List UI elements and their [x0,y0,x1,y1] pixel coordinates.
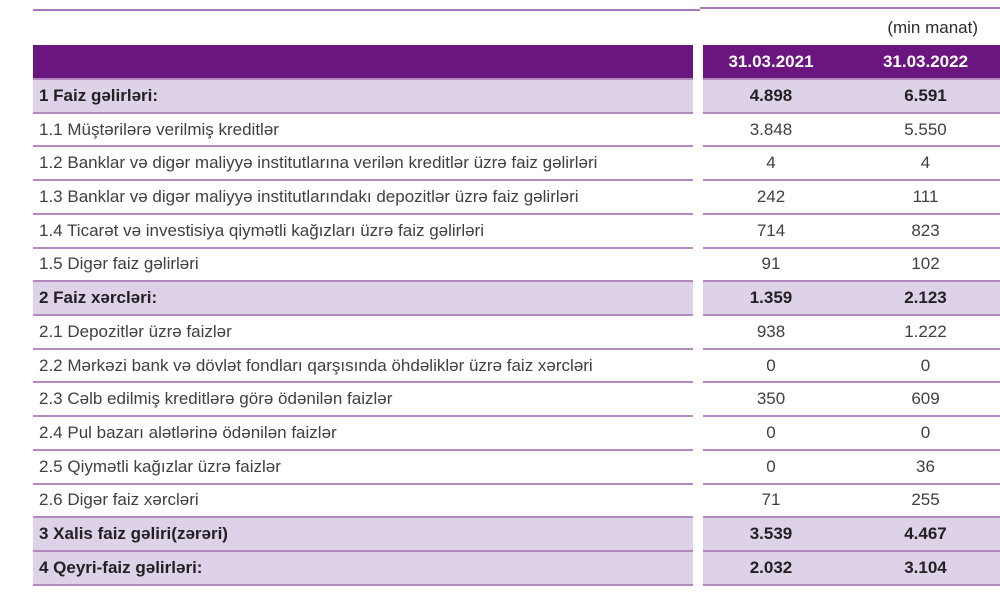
value-2021: 3.848 [703,112,851,146]
value-2022: 0 [851,415,1000,449]
column-separator [693,449,703,483]
table-row [33,415,1000,449]
value-2021: 938 [703,314,851,348]
column-separator [693,247,703,281]
table-row [33,78,1000,112]
value-2021: 0 [703,449,851,483]
value-2021: 2.032 [703,550,851,586]
value-2021: 0 [703,348,851,382]
column-separator [693,348,703,382]
value-2021: 4.898 [703,78,851,112]
column-separator [693,145,703,179]
row-label: 2.1 Depozitlər üzrə faizlər [33,314,693,348]
value-2021: 4 [703,145,851,179]
column-separator [693,179,703,213]
column-separator [693,112,703,146]
column-separator [693,78,703,112]
table-row [33,550,1000,586]
value-2022: 6.591 [851,78,1000,112]
value-2021: 242 [703,179,851,213]
row-label: 2.4 Pul bazarı alətlərinə ödənilən faizlər [33,415,693,449]
row-label: 1.5 Digər faiz gəlirləri [33,247,693,281]
value-2022: 3.104 [851,550,1000,586]
row-label: 4 Qeyri-faiz gəlirləri: [33,550,693,586]
table-row [33,112,1000,146]
column-separator [693,381,703,415]
table-row [33,483,1000,517]
column-separator [693,415,703,449]
table-row [33,449,1000,483]
column-separator [693,516,703,550]
column-header-31-03-2022: 31.03.2022 [851,45,1000,78]
value-2021: 71 [703,483,851,517]
value-2022: 5.550 [851,112,1000,146]
value-2022: 2.123 [851,280,1000,314]
table-row [33,247,1000,281]
row-label: 2 Faiz xərcləri: [33,280,693,314]
row-label: 1.2 Banklar və digər maliyyə institutlarına verilən kreditlər üzrə faiz gəlirləri [33,145,693,179]
top-divider-left [33,9,700,11]
row-label: 1.1 Müştərilərə verilmiş kreditlər [33,112,693,146]
row-label: 1.4 Ticarət və investisiya qiymətli kağızları üzrə faiz gəlirləri [33,213,693,247]
table-row [33,213,1000,247]
header-empty-cell [33,45,693,78]
column-separator [693,45,703,78]
value-2022: 609 [851,381,1000,415]
column-separator [693,550,703,586]
value-2022: 255 [851,483,1000,517]
value-2021: 3.539 [703,516,851,550]
value-2022: 0 [851,348,1000,382]
column-header-31-03-2021: 31.03.2021 [703,45,851,78]
table-header-row [33,45,1000,78]
value-2022: 111 [851,179,1000,213]
currency-unit-note: (min manat) [887,18,978,37]
row-label: 3 Xalis faiz gəliri(zərəri) [33,516,693,550]
row-label: 2.3 Cəlb edilmiş kreditlərə görə ödənilən faizlər [33,381,693,415]
table-row [33,314,1000,348]
table-row [33,348,1000,382]
row-label: 2.2 Mərkəzi bank və dövlət fondları qarşısında öhdəliklər üzrə faiz xərcləri [33,348,693,382]
table-row [33,145,1000,179]
value-2022: 4 [851,145,1000,179]
table-row [33,280,1000,314]
value-2022: 823 [851,213,1000,247]
value-2021: 350 [703,381,851,415]
column-separator [693,213,703,247]
value-2022: 102 [851,247,1000,281]
value-2022: 1.222 [851,314,1000,348]
row-label: 1.3 Banklar və digər maliyyə institutlarındakı depozitlər üzrə faiz gəlirləri [33,179,693,213]
interest-income-expense-table [33,45,1000,586]
table-body [33,78,1000,586]
table-row [33,179,1000,213]
column-separator [693,280,703,314]
row-label: 2.6 Digər faiz xərcləri [33,483,693,517]
value-2021: 0 [703,415,851,449]
top-divider-right [700,7,1000,9]
table-row [33,516,1000,550]
table-row [33,381,1000,415]
row-label: 1 Faiz gəlirləri: [33,78,693,112]
value-2021: 91 [703,247,851,281]
value-2021: 1.359 [703,280,851,314]
value-2021: 714 [703,213,851,247]
column-separator [693,314,703,348]
row-label: 2.5 Qiymətli kağızlar üzrə faizlər [33,449,693,483]
value-2022: 4.467 [851,516,1000,550]
column-separator [693,483,703,517]
value-2022: 36 [851,449,1000,483]
